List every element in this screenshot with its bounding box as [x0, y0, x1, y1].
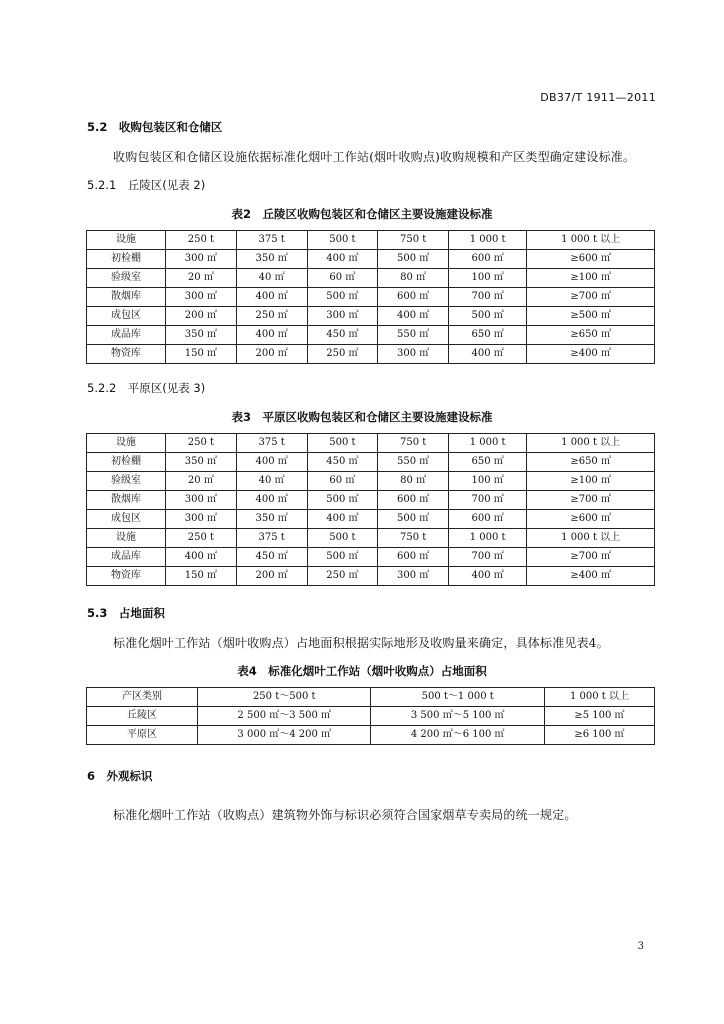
table-cell: ≥700 ㎡: [527, 548, 655, 567]
document-code: DB37/T 1911—2011: [540, 91, 656, 104]
table-row: [87, 288, 655, 307]
table-4: [86, 687, 655, 745]
table-cell: 500 ㎡: [378, 250, 449, 269]
table-cell: 1 000 t: [449, 434, 527, 453]
table-cell: 丘陵区: [87, 707, 198, 726]
page-number: 3: [637, 941, 644, 952]
table-cell: ≥700 ㎡: [527, 288, 655, 307]
table-cell: 250 t: [166, 231, 237, 250]
section-5-2-1-heading: 5.2.1 丘陵区(见表 2): [87, 178, 206, 192]
table-cell: 300 ㎡: [378, 567, 449, 586]
table-cell: ≥400 ㎡: [527, 567, 655, 586]
table-row: [87, 688, 655, 707]
table-cell: ≥600 ㎡: [527, 250, 655, 269]
table-cell: 550 ㎡: [378, 326, 449, 345]
table-cell: 1 000 t: [449, 529, 527, 548]
table-cell: 400 ㎡: [236, 326, 307, 345]
table-row: [87, 567, 655, 586]
table-cell: 2 500 ㎡～3 500 ㎡: [198, 707, 371, 726]
table-cell: 60 ㎡: [307, 472, 378, 491]
table-cell: ≥600 ㎡: [527, 510, 655, 529]
table-cell: 550 ㎡: [378, 453, 449, 472]
table-cell: 80 ㎡: [378, 269, 449, 288]
table-cell: 250 ㎡: [307, 567, 378, 586]
table-cell: 700 ㎡: [449, 548, 527, 567]
table-cell: 100 ㎡: [449, 472, 527, 491]
table-cell: ≥700 ㎡: [527, 491, 655, 510]
table-row: [87, 231, 655, 250]
table-cell: 700 ㎡: [449, 288, 527, 307]
table-cell: ≥100 ㎡: [527, 269, 655, 288]
table-cell: 700 ㎡: [449, 491, 527, 510]
table-cell: 初检棚: [87, 250, 166, 269]
table-cell: 450 ㎡: [307, 453, 378, 472]
table-cell: 150 ㎡: [166, 567, 237, 586]
table-cell: 350 ㎡: [166, 453, 237, 472]
table-2: [86, 230, 655, 364]
table-cell: 设施: [87, 529, 166, 548]
table-cell: 250 ㎡: [236, 307, 307, 326]
table-cell: 300 ㎡: [378, 345, 449, 364]
table-cell: 成包区: [87, 307, 166, 326]
table-cell: 400 ㎡: [449, 567, 527, 586]
table-cell: 500 ㎡: [449, 307, 527, 326]
table-cell: 600 ㎡: [378, 288, 449, 307]
table-cell: 500 ㎡: [307, 548, 378, 567]
table-cell: 80 ㎡: [378, 472, 449, 491]
table-cell: 400 ㎡: [236, 491, 307, 510]
table-cell: 物资库: [87, 345, 166, 364]
table-cell: 650 ㎡: [449, 326, 527, 345]
table-cell: 375 t: [236, 231, 307, 250]
table-cell: 产区类别: [87, 688, 198, 707]
table-cell: 300 ㎡: [166, 288, 237, 307]
table-row: [87, 453, 655, 472]
table-3-caption: 表3 平原区收购包装区和仓储区主要设施建设标准: [231, 410, 493, 424]
table-cell: 400 ㎡: [307, 250, 378, 269]
table-cell: 300 ㎡: [166, 491, 237, 510]
table-cell: 验级室: [87, 269, 166, 288]
table-cell: 散烟库: [87, 288, 166, 307]
table-cell: ≥5 100 ㎡: [544, 707, 654, 726]
table-cell: 500 t: [307, 529, 378, 548]
table-row: [87, 269, 655, 288]
table-cell: 350 ㎡: [166, 326, 237, 345]
table-cell: 100 ㎡: [449, 269, 527, 288]
table-cell: 200 ㎡: [236, 567, 307, 586]
section-5-2-2-heading: 5.2.2 平原区(见表 3): [87, 381, 206, 395]
table-cell: 300 ㎡: [166, 510, 237, 529]
table-cell: 500 ㎡: [307, 288, 378, 307]
table-row: [87, 491, 655, 510]
table-row: [87, 307, 655, 326]
table-cell: 3 000 ㎡～4 200 ㎡: [198, 726, 371, 745]
section-5-2-paragraph: 收购包装区和仓储区设施依据标准化烟叶工作站(烟叶收购点)收购规模和产区类型确定建设标准。: [113, 150, 636, 164]
table-cell: 60 ㎡: [307, 269, 378, 288]
table-cell: 1 000 t 以上: [544, 688, 654, 707]
table-cell: 250 ㎡: [307, 345, 378, 364]
table-cell: 375 t: [236, 434, 307, 453]
table-cell: 500 t～1 000 t: [371, 688, 544, 707]
table-4-caption: 表4 标准化烟叶工作站（烟叶收购点）占地面积: [237, 664, 487, 678]
table-cell: 20 ㎡: [166, 472, 237, 491]
table-cell: 40 ㎡: [236, 269, 307, 288]
table-cell: 600 ㎡: [378, 491, 449, 510]
table-cell: 400 ㎡: [166, 548, 237, 567]
table-cell: 初检棚: [87, 453, 166, 472]
table-cell: 散烟库: [87, 491, 166, 510]
table-cell: ≥500 ㎡: [527, 307, 655, 326]
table-cell: 成品库: [87, 326, 166, 345]
table-row: [87, 548, 655, 567]
table-cell: 250 t～500 t: [198, 688, 371, 707]
table-cell: 350 ㎡: [236, 510, 307, 529]
table-row: [87, 250, 655, 269]
table-cell: 400 ㎡: [307, 510, 378, 529]
section-6-paragraph: 标准化烟叶工作站（收购点）建筑物外饰与标识必须符合国家烟草专卖局的统一规定。: [113, 808, 577, 822]
table-cell: ≥650 ㎡: [527, 326, 655, 345]
table-row: [87, 510, 655, 529]
table-cell: 650 ㎡: [449, 453, 527, 472]
table-cell: 600 ㎡: [449, 250, 527, 269]
table-cell: 成包区: [87, 510, 166, 529]
table-cell: 200 ㎡: [236, 345, 307, 364]
table-cell: 500 t: [307, 434, 378, 453]
table-cell: ≥400 ㎡: [527, 345, 655, 364]
table-cell: 400 ㎡: [378, 307, 449, 326]
table-row: [87, 529, 655, 548]
table-cell: 750 t: [378, 529, 449, 548]
table-cell: 4 200 ㎡～6 100 ㎡: [371, 726, 544, 745]
table-cell: 1 000 t 以上: [527, 434, 655, 453]
table-cell: 400 ㎡: [236, 288, 307, 307]
table-cell: 3 500 ㎡～5 100 ㎡: [371, 707, 544, 726]
table-cell: 250 t: [166, 529, 237, 548]
section-5-3-paragraph: 标准化烟叶工作站（烟叶收购点）占地面积根据实际地形及收购量来确定，具体标准见表4。: [113, 636, 609, 650]
table-cell: 400 ㎡: [449, 345, 527, 364]
table-row: [87, 434, 655, 453]
section-5-3-heading: 5.3 占地面积: [87, 606, 165, 620]
table-cell: 1 000 t 以上: [527, 231, 655, 250]
section-6-heading: 6 外观标识: [87, 769, 153, 783]
table-cell: 350 ㎡: [236, 250, 307, 269]
table-cell: 300 ㎡: [307, 307, 378, 326]
table-cell: 成品库: [87, 548, 166, 567]
table-row: [87, 472, 655, 491]
table-cell: 500 ㎡: [307, 491, 378, 510]
table-cell: 750 t: [378, 434, 449, 453]
table-3: [86, 433, 655, 586]
table-cell: 设施: [87, 231, 166, 250]
table-cell: 450 ㎡: [307, 326, 378, 345]
table-row: [87, 707, 655, 726]
table-cell: 平原区: [87, 726, 198, 745]
table-cell: 300 ㎡: [166, 250, 237, 269]
table-cell: 750 t: [378, 231, 449, 250]
table-row: [87, 326, 655, 345]
table-cell: 500 t: [307, 231, 378, 250]
table-2-caption: 表2 丘陵区收购包装区和仓储区主要设施建设标准: [231, 207, 493, 221]
table-cell: 20 ㎡: [166, 269, 237, 288]
table-cell: 1 000 t: [449, 231, 527, 250]
table-cell: 200 ㎡: [166, 307, 237, 326]
table-cell: 物资库: [87, 567, 166, 586]
table-cell: ≥650 ㎡: [527, 453, 655, 472]
table-cell: 150 ㎡: [166, 345, 237, 364]
table-cell: 450 ㎡: [236, 548, 307, 567]
table-cell: 1 000 t 以上: [527, 529, 655, 548]
section-5-2-heading: 5.2 收购包装区和仓储区: [87, 120, 223, 134]
table-cell: 400 ㎡: [236, 453, 307, 472]
table-cell: 600 ㎡: [449, 510, 527, 529]
table-row: [87, 726, 655, 745]
table-cell: 设施: [87, 434, 166, 453]
table-cell: ≥6 100 ㎡: [544, 726, 654, 745]
table-cell: 250 t: [166, 434, 237, 453]
table-row: [87, 345, 655, 364]
table-cell: 600 ㎡: [378, 548, 449, 567]
table-cell: 40 ㎡: [236, 472, 307, 491]
table-cell: 375 t: [236, 529, 307, 548]
table-cell: 验级室: [87, 472, 166, 491]
table-cell: ≥100 ㎡: [527, 472, 655, 491]
table-cell: 500 ㎡: [378, 510, 449, 529]
